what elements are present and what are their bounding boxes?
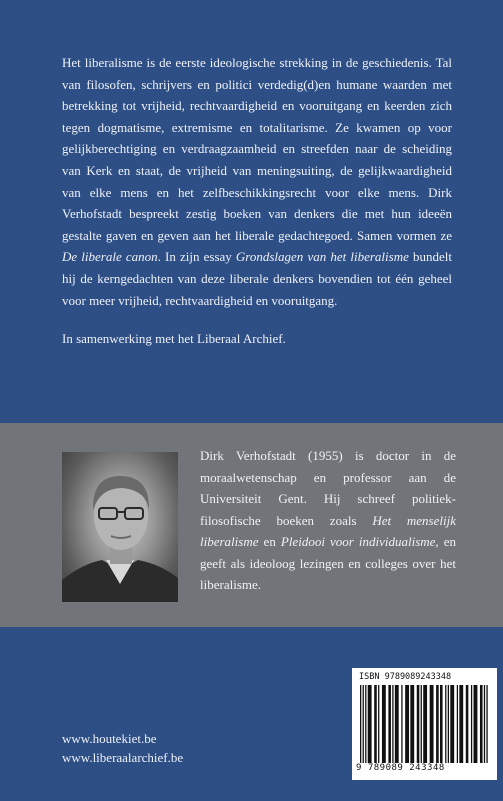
barcode-bar — [382, 685, 386, 763]
blurb-text-2: . In zijn essay — [157, 249, 236, 265]
barcode-bar — [484, 685, 485, 763]
blurb-text-1: Het liberalisme is de eerste ideologische strekking in de geschiedenis. Tal van filosofen, schrijvers en politici verdedig(d)en humane waarden met betrekking tot vrijheid, rechtvaardigheid en vooruitgang en keerden zich tegen dogmatisme, extremisme en totalitarisme. Ze kwamen op voor gelijkberechtiging en verdraagzaamheid en streefden naar de scheiding van Kerk en staat, de vrijheid van meningsuiting, de gelijkwaardigheid van elke mens en het zelfbeschikkingsrecht voor elke mens. Dirk Verhofstadt bespreekt zestig boeken van denkers die met hun ideeën gestalte gaven en geven aan het liberale gedachtegoed. Samen vormen ze — [62, 55, 452, 243]
bio-title-menselijk-liberalisme: Het menselijk liberalisme — [200, 512, 456, 549]
barcode-bar — [395, 685, 399, 763]
barcode-bar — [480, 685, 483, 763]
website-houtekiet[interactable]: www.houtekiet.be — [62, 731, 157, 746]
barcode-bar — [423, 685, 427, 763]
barcode-bar — [448, 685, 449, 763]
barcode-bar — [365, 685, 366, 763]
barcode-bar — [486, 685, 487, 763]
back-cover-blurb — [62, 52, 452, 350]
barcode-bar — [360, 685, 361, 763]
barcode-bar — [471, 685, 472, 763]
bio-title-pleidooi: Pleidooi voor individualisme — [280, 534, 436, 549]
barcode-bar — [474, 685, 478, 763]
isbn-barcode — [352, 668, 497, 780]
barcode-digits: 9 789089 243348 — [356, 763, 445, 773]
blurb-paragraph — [62, 52, 452, 311]
barcode-bar — [392, 685, 393, 763]
barcode-bar — [401, 685, 402, 763]
blurb-title-grondslagen: Grondslagen van het liberalisme — [235, 249, 409, 265]
blurb-text-3: bundelt hij de kerngedachten van deze liberale denkers bovendien tot één geheel voor meer vrijheid, rechtvaardigheid en vooruitgang. — [62, 249, 452, 308]
blurb-title-liberale-canon: De liberale canon — [62, 249, 158, 265]
publisher-websites — [62, 729, 183, 767]
bio-text-3: , en geeft als ideoloog lezingen en colleges over het liberalisme. — [200, 534, 456, 592]
bio-text-1: Dirk Verhofstadt (1955) is doctor in de moraalwetenschap en professor aan de Universiteit Gent. Hij schreef politiek-filosofische boeken zoals — [200, 448, 456, 528]
barcode-bar — [450, 685, 454, 763]
author-portrait-graphic — [62, 452, 178, 602]
barcode-bar — [466, 685, 469, 763]
isbn-label: ISBN 9789089243348 — [359, 672, 452, 682]
barcode-bar — [405, 685, 409, 763]
barcode-bar — [388, 685, 391, 763]
barcode-bar — [368, 685, 372, 763]
website-liberaal-archief[interactable]: www.liberaalarchief.be — [62, 750, 184, 765]
barcode-bar — [459, 685, 463, 763]
barcode-bar — [417, 685, 420, 763]
barcode-bar — [440, 685, 443, 763]
barcode-bar — [410, 685, 414, 763]
barcode-bar — [421, 685, 422, 763]
bio-text-2: en — [258, 534, 281, 549]
barcode-bar — [436, 685, 439, 763]
barcode-bar — [430, 685, 434, 763]
barcode-bar — [363, 685, 364, 763]
barcode-bar — [378, 685, 379, 763]
barcode-bar — [445, 685, 446, 763]
barcode-bar — [457, 685, 458, 763]
author-photo — [62, 452, 178, 602]
author-bio-paragraph — [200, 445, 456, 596]
barcode-bar — [374, 685, 377, 763]
author-bio — [200, 445, 456, 596]
blurb-credit: In samenwerking met het Liberaal Archief. — [62, 331, 286, 347]
barcode-bars — [360, 685, 489, 763]
